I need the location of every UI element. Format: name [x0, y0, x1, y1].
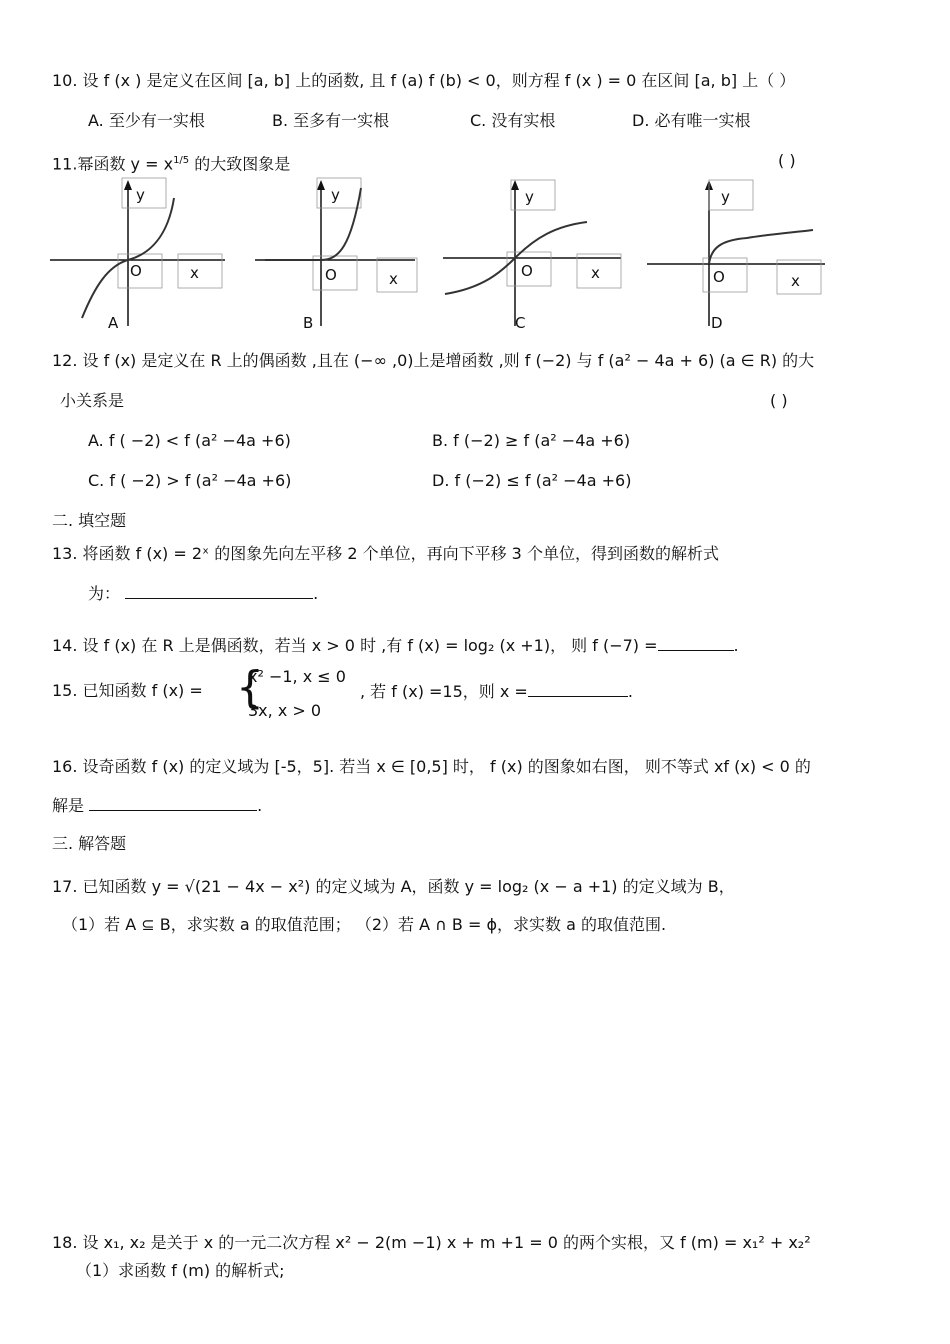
question-16-period: . [257, 796, 263, 815]
question-13: 13. 将函数 f (x) = 2ˣ 的图象先向左平移 2 个单位，再向下平移 3 个单位，得到函数的解析式 [52, 544, 719, 563]
question-15-case-1: x² −1, x ≤ 0 [248, 667, 346, 686]
question-16-cont [52, 794, 262, 817]
graph-a-y: y [136, 186, 145, 204]
question-15-blank[interactable] [528, 680, 628, 697]
question-13-period: . [313, 584, 319, 603]
question-14-text: 14. 设 f (x) 在 R 上是偶函数，若当 x > 0 时 ,有 f (x) = log₂ (x +1)， 则 f (−7) = [52, 636, 658, 655]
question-13-prefix: 为： [88, 584, 121, 603]
graph-a-label: A [108, 314, 119, 332]
graph-d-y: y [721, 188, 730, 206]
option-c: C. 没有实根 [470, 111, 556, 130]
question-12-option-c: C. f ( −2) > f (a² −4a +6) [88, 471, 292, 490]
graph-d-svg [647, 176, 827, 336]
question-11-suffix: 的大致图象是 [194, 154, 291, 174]
graph-a-x: x [190, 264, 199, 282]
graph-c [443, 176, 628, 336]
question-12-option-b: B. f (−2) ≥ f (a² −4a +6) [432, 431, 631, 450]
question-18: 18. 设 x₁, x₂ 是关于 x 的一元二次方程 x² − 2(m −1) x + m +1 = 0 的两个实根，又 f (m) = x₁² + x₂² [52, 1233, 811, 1252]
graph-c-y: y [525, 188, 534, 206]
section-answer: 三. 解答题 [52, 834, 127, 853]
question-15-cond: , 若 f (x) =15，则 x = [360, 682, 528, 701]
option-b: B. 至多有一实根 [272, 111, 390, 130]
question-13-cont [88, 582, 318, 605]
graph-a-o: O [130, 262, 142, 280]
question-12: 12. 设 f (x) 是定义在 R 上的偶函数 ,且在 (−∞ ,0)上是增函数 ,则 f (−2) 与 f (a² − 4a + 6) (a ∈ R) 的大 [52, 351, 815, 370]
graph-b-label: B [303, 314, 314, 332]
question-13-blank[interactable] [125, 582, 313, 599]
question-11-text: 11.幂函数 y = x [52, 154, 174, 174]
question-15-case-2: 3x, x > 0 [248, 701, 322, 720]
graph-b-x: x [389, 270, 398, 288]
question-12-option-a: A. f ( −2) < f (a² −4a +6) [88, 431, 291, 450]
graph-c-label: C [515, 314, 526, 332]
question-18-part-1: （1）求函数 f (m) 的解析式; [76, 1261, 285, 1280]
graph-b-o: O [325, 266, 337, 284]
graph-a [50, 176, 230, 336]
graph-d [647, 176, 827, 336]
graph-d-label: D [711, 314, 723, 332]
graph-b-svg [255, 176, 435, 336]
question-12-paren: ( ) [770, 391, 788, 410]
question-15-brace: { [236, 662, 264, 713]
graph-c-svg [443, 176, 628, 336]
question-16-prefix: 解是 [52, 796, 85, 815]
question-17: 17. 已知函数 y = √(21 − 4x − x²) 的定义域为 A，函数 y = log₂ (x − a +1) 的定义域为 B， [52, 877, 735, 896]
question-11-paren: ( ) [778, 151, 796, 170]
question-17-parts: （1）若 A ⊆ B，求实数 a 的取值范围； （2）若 A ∩ B = ϕ，求实数 a 的取值范围. [62, 915, 667, 934]
question-16-blank[interactable] [89, 794, 257, 811]
question-14 [52, 634, 739, 657]
graph-b [255, 176, 435, 336]
option-d: D. 必有唯一实根 [632, 111, 751, 130]
question-10: 10. 设 f (x ) 是定义在区间 [a, b] 上的函数, 且 f (a) f (b) < 0，则方程 f (x ) = 0 在区间 [a, b] 上（ ） [52, 71, 796, 90]
option-a: A. 至少有一实根 [88, 111, 205, 130]
graph-c-o: O [521, 262, 533, 280]
question-11 [52, 150, 290, 175]
section-fill-in: 二. 填空题 [52, 511, 127, 530]
question-11-exponent: 1/5 [173, 155, 190, 166]
question-16: 16. 设奇函数 f (x) 的定义域为 [-5，5]. 若当 x ∈ [0,5] 时， f (x) 的图象如右图， 则不等式 xf (x) < 0 的 [52, 757, 811, 776]
question-12-option-d: D. f (−2) ≤ f (a² −4a +6) [432, 471, 632, 490]
graph-d-o: O [713, 268, 725, 286]
question-15-cont [360, 680, 633, 703]
question-12-cont: 小关系是 [60, 391, 125, 410]
question-14-blank[interactable] [658, 634, 734, 651]
graph-b-y: y [331, 186, 340, 204]
question-14-period: . [733, 636, 739, 655]
question-15-period: . [627, 682, 633, 701]
question-15-text: 15. 已知函数 f (x) = [52, 681, 203, 700]
graph-d-x: x [791, 272, 800, 290]
graph-c-x: x [591, 264, 600, 282]
